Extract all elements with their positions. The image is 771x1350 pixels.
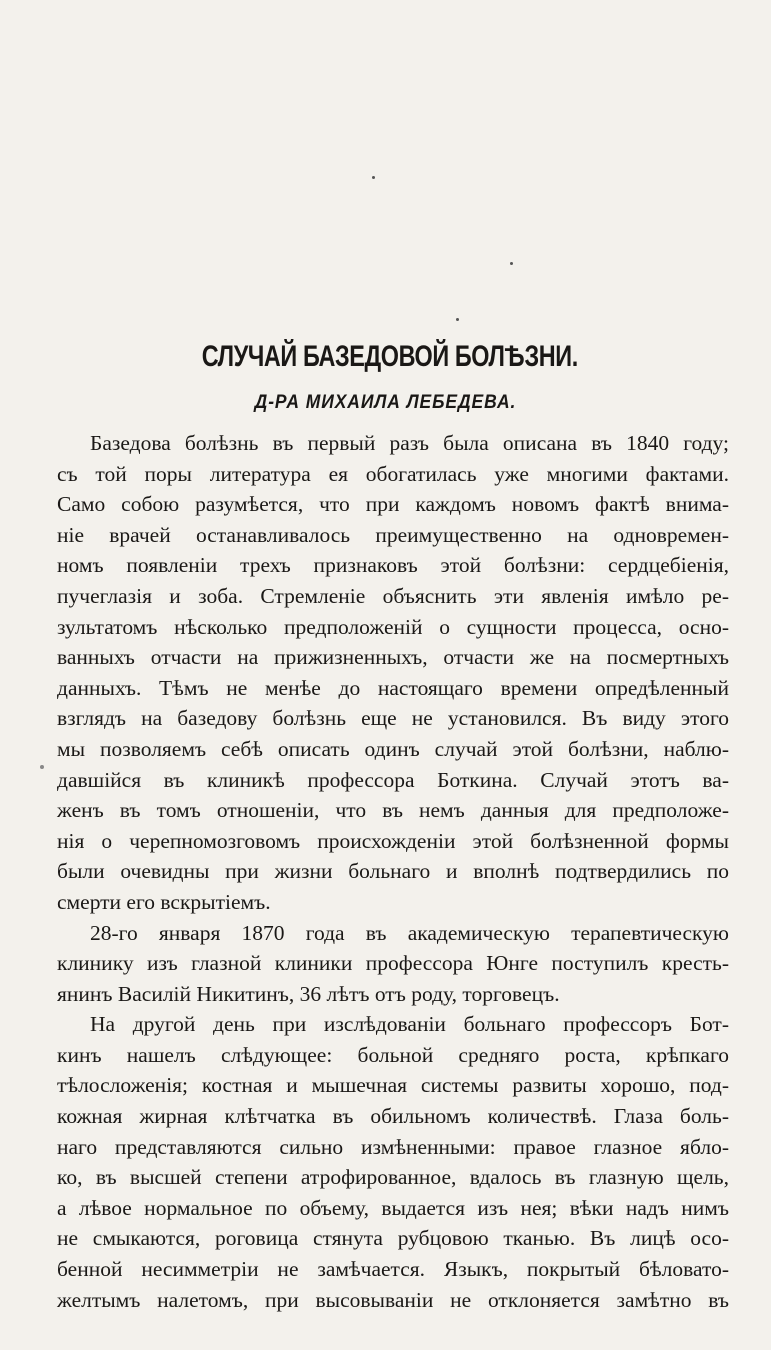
text-line: кожная жирная клѣтчатка въ обильномъ количествѣ. Глаза боль- [57, 1104, 729, 1129]
margin-mark [40, 765, 44, 769]
text-line: смерти его вскрытіемъ. [57, 889, 271, 914]
text-line: желтымъ налетомъ, при высовываніи не отклоняется замѣтно въ [57, 1287, 729, 1312]
text-line: наго представляются сильно измѣненными: правое глазное ябло- [57, 1134, 729, 1159]
text-line: взглядъ на базедову болѣзнь еще не установился. Въ виду этого [57, 706, 729, 731]
ink-speck [510, 262, 513, 265]
text-line: Само собою разумѣется, что при каждомъ новомъ фактѣ внима- [57, 492, 729, 517]
text-line: женъ въ томъ отношеніи, что въ немъ данныя для предположе- [57, 798, 729, 823]
text-line: 28-го января 1870 года въ академическую терапевтическую [90, 920, 729, 945]
text-line: ніе врачей останавливалось преимущественно на одновремен- [57, 522, 729, 547]
text-line: были очевидны при жизни больнаго и вполнѣ подтвердились по [57, 859, 729, 884]
text-line: номъ появленіи трехъ признаковъ этой болѣзни: сердцебіенія, [57, 553, 729, 578]
article-body [57, 428, 729, 1315]
text-line: давшійся въ клиникѣ профессора Боткина. Случай этотъ ва- [57, 767, 729, 792]
text-line: тѣлосложенія; костная и мышечная системы развиты хорошо, под- [57, 1073, 729, 1098]
text-line: нія о черепномозговомъ происхожденіи этой болѣзненной формы [57, 828, 729, 853]
article-author: Д-РА МИХАИЛА ЛЕБЕДЕВА. [254, 392, 517, 413]
show-through-text [205, 95, 765, 126]
text-line: пучеглазія и зоба. Стремленіе объяснить эти явленія имѣло ре- [57, 583, 729, 608]
text-line: мы позволяемъ себѣ описать одинъ случай этой болѣзни, наблю- [57, 736, 729, 761]
article-title: СЛУЧАЙ БАЗЕДОВОЙ БОЛѢЗНИ. [201, 340, 578, 373]
text-line: Базедова болѣзнь въ первый разъ была описана въ 1840 году; [90, 431, 729, 455]
text-line: ванныхъ отчасти на прижизненныхъ, отчасти же на посмертныхъ [57, 645, 729, 670]
text-line: На другой день при изслѣдованіи больнаго профессоръ Бот- [90, 1012, 729, 1037]
ink-speck [372, 176, 375, 179]
text-line: съ той поры литература ея обогатилась уже многими фактами. [57, 461, 729, 486]
text-line: кинъ нашелъ слѣдующее: больной средняго роста, крѣпкаго [57, 1042, 729, 1067]
text-line: данныхъ. Тѣмъ не менѣе до настоящаго времени опредѣленный [57, 675, 729, 700]
text-line: бенной несимметріи не замѣчается. Языкъ, покрытый бѣловато- [57, 1257, 729, 1282]
text-line: ко, въ высшей степени атрофированное, вдалось въ глазную щель, [57, 1165, 729, 1190]
text-line: янинъ Василій Никитинъ, 36 лѣтъ отъ роду, торговецъ. [57, 981, 560, 1006]
ink-speck [456, 318, 459, 321]
text-line: не смыкаются, роговица стянута рубцовою тканью. Въ лицѣ осо- [57, 1226, 729, 1251]
text-line: клинику изъ глазной клиники профессора Юнге поступилъ кресть- [57, 951, 729, 976]
text-line: зультатомъ нѣсколько предположеній о сущности процесса, осно- [57, 614, 729, 639]
text-line: а лѣвое нормальное по объему, выдается изъ нея; вѣки надъ нимъ [57, 1195, 729, 1220]
